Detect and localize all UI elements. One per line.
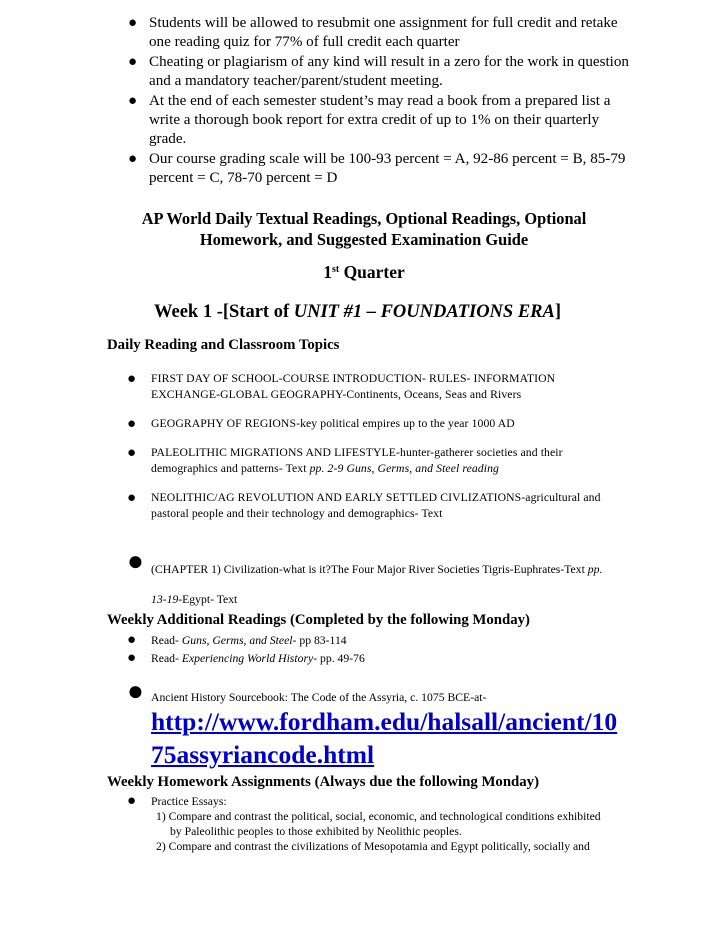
bullet-icon: ● <box>127 650 137 666</box>
list-item: ● NEOLITHIC/AG REVOLUTION AND EARLY SETTLED CIVLIZATIONS-agricultural and pastoral people and their technology and demographics- Text <box>127 490 601 520</box>
list-item: ● GEOGRAPHY OF REGIONS-key political empires up to the year 1000 AD <box>127 416 515 432</box>
bullet-icon: ● <box>128 93 138 109</box>
bullet-icon: ● <box>127 371 137 387</box>
list-item: ● Read- Guns, Germs, and Steel- pp 83-114 <box>127 632 347 648</box>
bullet-icon: ● <box>127 793 137 809</box>
bullet-icon: ● <box>127 632 137 648</box>
bullet-icon: ● <box>127 676 144 707</box>
week-heading: Week 1 -[Start of UNIT #1 – FOUNDATIONS ERA] <box>154 302 562 322</box>
homework-heading: Weekly Homework Assignments (Always due the following Monday) <box>107 774 539 790</box>
bullet-icon: ● <box>127 490 137 506</box>
readings-list <box>0 632 728 668</box>
list-item: ● Our course grading scale will be 100-93 percent = A, 92-86 percent = B, 85-79 percent = C, 78-70 percent = D <box>128 151 626 186</box>
daily-heading: Daily Reading and Classroom Topics <box>107 337 340 353</box>
list-item: ● Read- Experiencing World History- pp. 49-76 <box>127 650 365 666</box>
bullet-icon: ● <box>128 151 138 167</box>
quarter-heading: 1st Quarter <box>323 262 405 282</box>
weekly-readings-heading: Weekly Additional Readings (Completed by the following Monday) <box>107 612 530 628</box>
sourcebook-text: Ancient History Sourcebook: The Code of the Assyria, c. 1075 BCE-at- <box>151 691 487 704</box>
policy-list <box>0 14 728 189</box>
list-item: ● FIRST DAY OF SCHOOL-COURSE INTRODUCTION- RULES- INFORMATION EXCHANGE-GLOBAL GEOGRAPHY-Continents, Oceans, Seas and Rivers <box>127 371 556 401</box>
topics-list <box>0 371 728 535</box>
bullet-icon: ● <box>127 546 144 577</box>
chapter-text: (CHAPTER 1) Civilization-what is it?The Four Major River Societies Tigris-Euphrates-Text pp. 13-19-Egypt- Text <box>151 563 603 606</box>
bullet-icon: ● <box>128 15 138 31</box>
essay-item: 2) Compare and contrast the civilizations of Mesopotamia and Egypt politically, socially and <box>156 840 590 853</box>
homework-list <box>0 794 728 854</box>
sourcebook-link[interactable]: http://www.fordham.edu/halsall/ancient/1075assyriancode.html <box>151 707 618 769</box>
essay-item: 1) Compare and contrast the political, social, economic, and technological conditions exhibited by Paleolithic peoples to those exhibited by Neolithic peoples. <box>156 810 601 838</box>
bullet-icon: ● <box>128 54 138 70</box>
bullet-icon: ● <box>127 416 137 432</box>
list-item: ● Cheating or plagiarism of any kind will result in a zero for the work in question and a mandatory teacher/parent/student meeting. <box>128 54 629 89</box>
page-title: AP World Daily Textual Readings, Optional Readings, Optional Homework, and Suggested Examination Guide <box>141 209 587 249</box>
bullet-icon: ● <box>127 445 137 461</box>
list-item: ● At the end of each semester student’s may read a book from a prepared list a write a thorough book report for extra credit of up to 1% on their quarterly grade. <box>128 93 611 147</box>
list-item: ● PALEOLITHIC MIGRATIONS AND LIFESTYLE-hunter-gatherer societies and their demographics and patterns- Text pp. 2-9 Guns, Germs, and Steel reading <box>127 445 563 475</box>
list-item: ● Practice Essays: <box>127 793 227 809</box>
list-item: ● Students will be allowed to resubmit one assignment for full credit and retake one reading quiz for 77% of full credit each quarter <box>128 15 618 50</box>
